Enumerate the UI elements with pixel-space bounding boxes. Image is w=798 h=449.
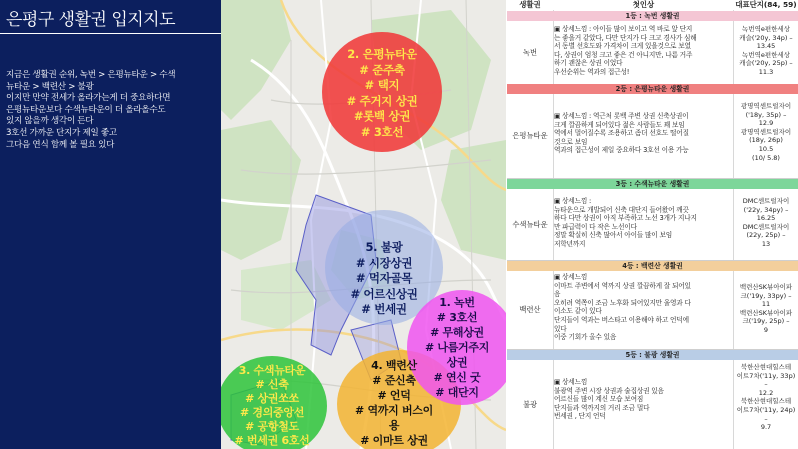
complex-line: 백련산SK뷰아이파 (739, 283, 793, 291)
zone-line: # 대단지 (435, 386, 479, 399)
impression-line: 뉴타운으로 개발되어 신축 대단지 들어왔어 깨끗 (554, 205, 689, 214)
zone-line: # 경의중앙선 (239, 406, 305, 419)
header-complex: 대표단지(84, 59) (735, 0, 797, 9)
complex-line: 녹번역e편한세상 (742, 25, 790, 33)
complex-line: 11.3 (758, 67, 774, 76)
complex-line: 캐슬('20y, 34p) – (739, 33, 793, 42)
complex-line: 12.2 (758, 388, 774, 397)
complex-line: 11 (761, 300, 771, 309)
summary-line: 있지 않을까 생각이 든다 (6, 116, 94, 127)
impression-line: 단지들과 역까지의 거리 조금 멀다 (554, 403, 650, 412)
complex-line: 이트7차('11y, 24p) (736, 405, 796, 414)
complex-line: (22y, 25p) – (746, 231, 786, 240)
impression-line: ▣ 상세느낌 (554, 378, 588, 386)
table-row (507, 94, 798, 179)
zone-line: # 번세권 6호선 (234, 434, 310, 447)
complex-line: – (764, 380, 768, 389)
zone-label-susaek-newtown (221, 364, 331, 448)
complex-list (734, 197, 798, 249)
complex-line: 북한산현대힐스테 (740, 397, 792, 406)
area-name: 녹번 (522, 47, 538, 57)
zone-line: # 주거지 상권 (346, 93, 418, 108)
complex-list (734, 363, 798, 432)
comparison-table (507, 0, 798, 449)
title-divider (0, 33, 221, 34)
area-name: 백련산 (519, 305, 541, 314)
zone-line: # 연신 굿 (433, 371, 481, 384)
impression-line: 이마트 주변에서 역까지 상권 깔끔하게 잘 되어있 (554, 281, 691, 290)
zone-line: # 언덕 (377, 389, 411, 402)
zone-line: # 이마트 상권 (360, 434, 428, 447)
complex-line: (18y, 26p) (749, 136, 783, 145)
impression-line: 저학년까지 (554, 239, 586, 248)
impression-text (554, 197, 733, 249)
impression-line: ▣ 상세느낌 : (554, 197, 592, 205)
zone-line: 용 (388, 419, 400, 432)
complex-line: – (764, 414, 768, 423)
complex-line: 13.45 (756, 42, 776, 51)
rank-band: 5등 : 불광 생활권 (507, 350, 798, 360)
impression-line: 우선순위는 역과의 접근성! (554, 67, 630, 76)
complex-line: 광명역센트럴자이 (740, 102, 792, 110)
zone-line: # 먹자골목 (355, 271, 413, 285)
impression-line: 어르신들 많이 계신 모습 보여짐 (554, 395, 644, 404)
complex-line: 크('19y, 25p) – (742, 317, 790, 326)
rank-band: 2등 : 은평뉴타운 생활권 (507, 84, 798, 94)
rank-band: 4등 : 백련산 생활권 (507, 261, 798, 271)
zone-line: 상권 (446, 356, 468, 369)
complex-line: 12.9 (758, 119, 774, 128)
complex-list (734, 25, 798, 77)
complex-line: ('22y, 34py) – (743, 205, 789, 214)
summary-line: 은평뉴타운보다 수색뉴타운이 더 올라올수도 (6, 104, 166, 115)
complex-list (734, 102, 798, 162)
complex-line: 9.7 (760, 423, 772, 432)
impression-line: 이소도 같이 있다 (554, 307, 602, 316)
impression-line: 서 동별 선호도와 가격차이 크게 있을것으로 보였 (554, 42, 691, 51)
impression-line: ▣ 상세느낌 : 역근처 롯백 주변 상권 신축상권이 (554, 112, 689, 120)
zone-line: 5. 불광 (365, 240, 403, 254)
zone-label-nokbeon (407, 295, 506, 400)
summary-line: 뉴타운 > 백련산 > 불광 (6, 81, 94, 92)
table-row (507, 360, 798, 449)
zone-line: # 어르신상권 (350, 286, 418, 301)
area-name: 불광 (522, 399, 538, 409)
impression-line: 하기 괜찮은 상권 이었다 (554, 59, 623, 68)
impression-line: 역에서 멀어질수록 조용하고 좀더 선호도 떨어질 (554, 129, 689, 138)
impression-line: ▣ 상세느낌 : 아이들 많이 보이고 역 바로 앞 단지 (554, 25, 693, 33)
zone-line: # 준주축 (359, 62, 405, 77)
impression-line: 것으로 보임 (554, 137, 588, 146)
area-name: 은평뉴타운 (512, 131, 548, 140)
impression-line: 오히려 역쪽이 조금 노후화 되어있지만 울영과 다 (554, 298, 691, 307)
map-area (221, 0, 506, 449)
complex-line: ('18y, 35p) – (745, 110, 787, 119)
complex-line: 이트7차('11y, 33p) (736, 371, 796, 380)
zone-line: # 공항철도 (245, 420, 299, 433)
left-panel (0, 0, 221, 449)
table-row (507, 189, 798, 261)
complex-line: 녹번역e편한세상 (742, 50, 790, 59)
complex-line: 광명역센트럴자이 (740, 127, 792, 136)
header-impression: 첫인상 (632, 0, 655, 9)
complex-line: 백련산SK뷰아이파 (739, 308, 793, 317)
summary-line: 이지만 만약 전세가 올라가는게 더 중요하다면 (6, 93, 171, 104)
zone-line: # 준신축 (372, 374, 416, 387)
header-area: 생활권 (519, 0, 541, 9)
complex-list (734, 283, 798, 335)
complex-line: 북한산현대힐스테 (740, 363, 792, 371)
complex-line: (10/ 5.8) (752, 153, 780, 162)
rank-band: 1등 : 녹번 생활권 (507, 11, 798, 21)
zone-label-eunpyeong-newtown (322, 47, 442, 140)
table-header (507, 0, 798, 10)
impression-line: 불광역 주변 시장 상권과 술집상권 있음 (554, 386, 664, 395)
page-title: 은평구 생활권 입지지도 (6, 10, 176, 30)
impression-line: 번세권 , 단지 언덕 (554, 412, 606, 421)
zone-line: # 나름거주지 (424, 341, 490, 354)
zone-line: # 역까지 버스이 (355, 404, 433, 417)
zone-line: # 상권쏘쏘 (245, 392, 299, 405)
impression-text (554, 25, 733, 77)
impression-text (554, 112, 733, 155)
complex-line: DMC센트럴자이 (742, 197, 790, 205)
zone-line: # 무해상권 (430, 326, 484, 339)
zone-line: # 번세권 (361, 302, 407, 316)
table-row (507, 21, 798, 85)
complex-line: 16.25 (756, 214, 776, 223)
zone-line: 3. 수색뉴타운 (238, 364, 306, 377)
complex-line: 크('19y, 33py) – (740, 291, 792, 300)
zone-line: # 신축 (255, 378, 289, 391)
summary-line: 지금은 생활권 순위, 녹번 > 은평뉴타운 > 수색 (6, 70, 176, 80)
impression-line: 단지들이 역과는 버스타고 이용해야 하고 언덕에 (554, 315, 689, 324)
impression-text (554, 378, 733, 421)
impression-line: 음 (554, 290, 561, 299)
zone-line: #롯백 상권 (353, 109, 411, 123)
rank-band: 3등 : 수색뉴타운 생활권 (507, 179, 798, 189)
zone-line: # 시장상권 (355, 255, 413, 270)
zone-line: 1. 녹번 (439, 296, 475, 309)
impression-line: 이중 기회가 올수 있음 (554, 333, 617, 342)
summary-text (6, 70, 218, 151)
zone-line: # 3호선 (360, 124, 404, 139)
complex-line: 10.5 (758, 144, 774, 153)
zone-line: 4. 백련산 (371, 359, 417, 372)
complex-line: 캐슬('20y, 25p) – (739, 59, 793, 68)
zone-line: # 택지 (364, 78, 400, 92)
impression-line: 만 파급력이 다 작은 노선이다 (554, 222, 637, 231)
impression-line: 크게 깔끔하게 되어있다 젊은 사람들도 꽤 보임 (554, 120, 685, 129)
table-row (507, 271, 798, 350)
area-name: 수색뉴타운 (512, 219, 548, 229)
impression-line: 는 좋을거 같았다, 다만 단지가 다 크고 경사가 심해 (554, 33, 697, 42)
impression-line: 있다 (554, 324, 567, 333)
zone-line: 2. 은평뉴타운 (347, 47, 417, 61)
zone-line: # 3호선 (436, 311, 478, 324)
complex-line: DMC센트럴자이 (742, 222, 790, 231)
complex-line: 13 (761, 239, 771, 248)
impression-line: 하다 다만 상권이 아직 부족하고 노선 3개가 지나지 (554, 214, 697, 223)
impression-line: 역과의 접근성이 제일 중요하다 3호선 이용 가능 (554, 146, 689, 155)
impression-line: 정말 확실히 신축 많아서 아이들 많이 보임 (554, 231, 672, 240)
complex-line: 9 (763, 325, 769, 334)
summary-line: 그다음 연식 함께 볼 필요 있다 (6, 139, 115, 150)
impression-line: ▣ 상세느낌 (554, 273, 588, 281)
summary-line: 3호선 가까운 단지가 제일 좋고 (6, 127, 117, 138)
impression-line: 다, 상권이 엄청 크고 좋은 건 아니지만, 나름 거주 (554, 50, 693, 59)
impression-text (554, 273, 733, 342)
